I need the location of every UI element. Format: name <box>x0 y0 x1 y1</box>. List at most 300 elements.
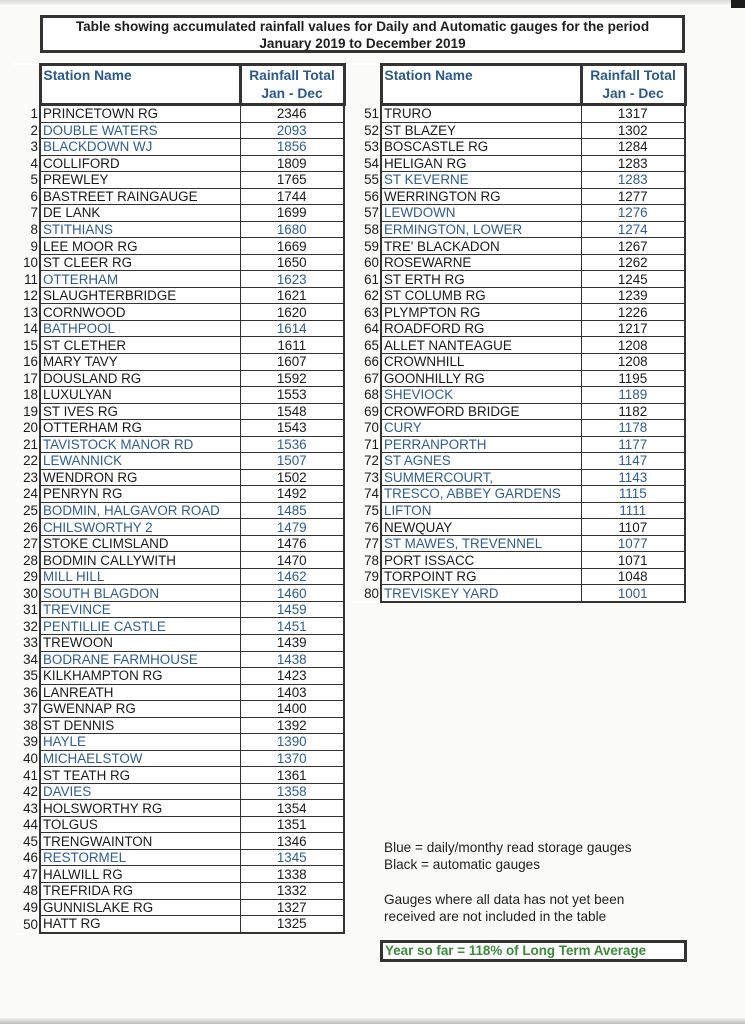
station-name: CURY <box>381 420 581 437</box>
station-name: HATT RG <box>40 916 240 933</box>
rainfall-total: 1856 <box>240 139 344 156</box>
station-name: ST IVES RG <box>40 403 240 420</box>
rank-number: 73 <box>353 469 381 486</box>
table-header-row <box>12 65 344 105</box>
rank-number: 68 <box>353 387 381 404</box>
rank-number: 61 <box>353 271 381 288</box>
rank-number: 80 <box>353 585 381 602</box>
rank-number: 76 <box>353 519 381 536</box>
rainfall-total: 1226 <box>581 304 685 321</box>
table-row <box>12 105 344 123</box>
table-row <box>353 105 685 123</box>
rainfall-total: 1345 <box>240 849 344 866</box>
rainfall-total: 1182 <box>581 403 685 420</box>
rank-number: 42 <box>12 783 40 800</box>
station-name: ROSEWARNE <box>381 254 581 271</box>
rank-number: 39 <box>12 734 40 751</box>
rainfall-total: 1392 <box>240 717 344 734</box>
station-name: TRURO <box>381 105 581 123</box>
rainfall-total: 1400 <box>240 701 344 718</box>
rank-number: 10 <box>12 254 40 271</box>
legend-black-line: Black = automatic gauges <box>384 857 541 872</box>
station-name: CROWNHILL <box>381 353 581 370</box>
scan-edge-top <box>0 0 745 5</box>
rank-number: 7 <box>12 205 40 222</box>
station-name: GWENNAP RG <box>40 701 240 718</box>
rainfall-total: 1460 <box>240 585 344 602</box>
table-row <box>353 139 685 156</box>
table-row <box>12 849 344 866</box>
table-row <box>353 320 685 337</box>
rainfall-total: 1208 <box>581 337 685 354</box>
rainfall-total: 1217 <box>581 320 685 337</box>
station-name: MILL HILL <box>40 568 240 585</box>
table-row <box>12 734 344 751</box>
rainfall-total: 1607 <box>240 353 344 370</box>
rank-number: 5 <box>12 172 40 189</box>
table-row <box>12 750 344 767</box>
station-name: BLACKDOWN WJ <box>40 139 240 156</box>
rainfall-total: 1669 <box>240 238 344 255</box>
table-row <box>353 519 685 536</box>
station-name: TAVISTOCK MANOR RD <box>40 436 240 453</box>
legend-blue-line: Blue = daily/monthy read storage gauges <box>384 840 632 855</box>
table-row <box>353 155 685 172</box>
station-name: SHEVIOCK <box>381 387 581 404</box>
station-name: COLLIFORD <box>40 155 240 172</box>
table-row <box>353 535 685 552</box>
station-name: ST TEATH RG <box>40 767 240 784</box>
rank-number: 37 <box>12 701 40 718</box>
rainfall-total: 1809 <box>240 155 344 172</box>
rainfall-total: 1115 <box>581 486 685 503</box>
table-row <box>12 221 344 238</box>
rainfall-total: 1492 <box>240 486 344 503</box>
rainfall-total: 1370 <box>240 750 344 767</box>
rank-number: 35 <box>12 668 40 685</box>
rainfall-total: 1543 <box>240 420 344 437</box>
table-row <box>353 287 685 304</box>
table-row <box>12 287 344 304</box>
rainfall-total: 1462 <box>240 568 344 585</box>
rank-number: 65 <box>353 337 381 354</box>
rank-number: 79 <box>353 568 381 585</box>
table-row <box>12 337 344 354</box>
table-row <box>12 205 344 222</box>
station-name: LANREATH <box>40 684 240 701</box>
rainfall-total: 1262 <box>581 254 685 271</box>
rainfall-total: 1621 <box>240 287 344 304</box>
rainfall-total: 1277 <box>581 188 685 205</box>
station-name: PENRYN RG <box>40 486 240 503</box>
table-row <box>12 601 344 618</box>
rainfall-total: 1274 <box>581 221 685 238</box>
table-row <box>353 436 685 453</box>
rank-number: 4 <box>12 155 40 172</box>
rainfall-total: 1332 <box>240 882 344 899</box>
table-row <box>12 353 344 370</box>
scan-corner-mark <box>731 0 745 8</box>
station-name: BODMIN CALLYWITH <box>40 552 240 569</box>
rank-number: 48 <box>12 882 40 899</box>
rainfall-total: 1077 <box>581 535 685 552</box>
table-row <box>12 618 344 635</box>
table-row <box>12 502 344 519</box>
table-row <box>12 519 344 536</box>
rank-number: 20 <box>12 420 40 437</box>
rank-number: 27 <box>12 535 40 552</box>
rainfall-total-header-line-1: Rainfall Total <box>590 68 676 83</box>
station-name: LEWANNICK <box>40 453 240 470</box>
station-name: ERMINGTON, LOWER <box>381 221 581 238</box>
exclusion-note <box>384 891 624 925</box>
station-name-header <box>381 65 581 105</box>
table-row <box>12 552 344 569</box>
table-row <box>12 304 344 321</box>
table-row <box>12 668 344 685</box>
rank-number: 40 <box>12 750 40 767</box>
rank-number: 33 <box>12 635 40 652</box>
rank-number: 15 <box>12 337 40 354</box>
rainfall-total: 1390 <box>240 734 344 751</box>
table-row <box>353 469 685 486</box>
station-name: ST KEVERNE <box>381 172 581 189</box>
rank-number: 9 <box>12 238 40 255</box>
station-name-header <box>40 65 240 105</box>
rank-number: 2 <box>12 122 40 139</box>
rank-number: 23 <box>12 469 40 486</box>
station-name: ST ERTH RG <box>381 271 581 288</box>
rank-header-spacer <box>353 65 381 105</box>
station-name: BASTREET RAINGAUGE <box>40 188 240 205</box>
rank-number: 77 <box>353 535 381 552</box>
table-row <box>353 254 685 271</box>
long-term-average-summary: Year so far = 118% of Long Term Average <box>380 940 687 962</box>
rank-number: 22 <box>12 453 40 470</box>
table-row <box>12 635 344 652</box>
table-row <box>353 221 685 238</box>
rainfall-total: 1354 <box>240 800 344 817</box>
rank-number: 50 <box>12 916 40 933</box>
rainfall-total: 1107 <box>581 519 685 536</box>
rank-number: 28 <box>12 552 40 569</box>
rainfall-total: 1189 <box>581 387 685 404</box>
table-row <box>12 816 344 833</box>
station-name: STOKE CLIMSLAND <box>40 535 240 552</box>
rank-number: 54 <box>353 155 381 172</box>
rank-number: 1 <box>12 105 40 123</box>
station-name: OTTERHAM RG <box>40 420 240 437</box>
table-row <box>12 585 344 602</box>
rank-number: 44 <box>12 816 40 833</box>
station-name: HAYLE <box>40 734 240 751</box>
station-name: DE LANK <box>40 205 240 222</box>
table-row <box>12 717 344 734</box>
rank-number: 34 <box>12 651 40 668</box>
rank-number: 58 <box>353 221 381 238</box>
rainfall-total: 1479 <box>240 519 344 536</box>
station-name: NEWQUAY <box>381 519 581 536</box>
table-row <box>12 701 344 718</box>
rank-number: 18 <box>12 387 40 404</box>
rank-number: 8 <box>12 221 40 238</box>
rank-number: 14 <box>12 320 40 337</box>
table-row <box>353 420 685 437</box>
rank-number: 36 <box>12 684 40 701</box>
rank-number: 56 <box>353 188 381 205</box>
table-row <box>12 800 344 817</box>
note-line-1: Gauges where all data has not yet been <box>384 892 625 907</box>
rainfall-total: 1325 <box>240 916 344 933</box>
rank-number: 11 <box>12 271 40 288</box>
rainfall-total: 1459 <box>240 601 344 618</box>
rainfall-total-header <box>240 65 344 105</box>
station-name: RESTORMEL <box>40 849 240 866</box>
rainfall-total: 1680 <box>240 221 344 238</box>
rank-number: 43 <box>12 800 40 817</box>
rainfall-total: 1267 <box>581 238 685 255</box>
rank-number: 31 <box>12 601 40 618</box>
rainfall-table-left <box>12 63 346 934</box>
rainfall-total-header <box>581 65 685 105</box>
table-row <box>353 568 685 585</box>
rank-number: 63 <box>353 304 381 321</box>
station-name: ST CLETHER <box>40 337 240 354</box>
scan-edge-bottom <box>0 1018 745 1024</box>
rainfall-total: 1423 <box>240 668 344 685</box>
station-name: CORNWOOD <box>40 304 240 321</box>
rank-number: 26 <box>12 519 40 536</box>
rainfall-total: 1502 <box>240 469 344 486</box>
rank-number: 41 <box>12 767 40 784</box>
rainfall-total-header-line-2: Jan - Dec <box>261 86 323 101</box>
station-name: ROADFORD RG <box>381 320 581 337</box>
rainfall-total: 1485 <box>240 502 344 519</box>
table-row <box>353 271 685 288</box>
rank-number: 30 <box>12 585 40 602</box>
station-name: PREWLEY <box>40 172 240 189</box>
note-line-2: received are not included in the table <box>384 909 607 924</box>
rank-number: 12 <box>12 287 40 304</box>
table-row <box>353 370 685 387</box>
station-name: MICHAELSTOW <box>40 750 240 767</box>
table-row <box>353 337 685 354</box>
station-name: TRE' BLACKADON <box>381 238 581 255</box>
table-row <box>353 304 685 321</box>
rainfall-total: 1001 <box>581 585 685 602</box>
table-row <box>353 205 685 222</box>
station-name: PERRANPORTH <box>381 436 581 453</box>
table-row <box>12 238 344 255</box>
table-row <box>12 899 344 916</box>
rank-number: 46 <box>12 849 40 866</box>
rank-number: 74 <box>353 486 381 503</box>
station-name: BOSCASTLE RG <box>381 139 581 156</box>
rainfall-total: 1195 <box>581 370 685 387</box>
rank-number: 16 <box>12 353 40 370</box>
station-name: WERRINGTON RG <box>381 188 581 205</box>
rainfall-total: 1438 <box>240 651 344 668</box>
rank-number: 6 <box>12 188 40 205</box>
table-row <box>12 684 344 701</box>
rank-header-spacer <box>12 65 40 105</box>
rainfall-total: 1470 <box>240 552 344 569</box>
rainfall-total: 1351 <box>240 816 344 833</box>
table-row <box>353 188 685 205</box>
table-row <box>12 254 344 271</box>
rainfall-total: 1403 <box>240 684 344 701</box>
table-row <box>353 552 685 569</box>
station-name: ST AGNES <box>381 453 581 470</box>
rank-number: 78 <box>353 552 381 569</box>
rainfall-total: 1439 <box>240 635 344 652</box>
table-row <box>12 436 344 453</box>
station-name: CROWFORD BRIDGE <box>381 403 581 420</box>
rank-number: 24 <box>12 486 40 503</box>
rainfall-total: 1548 <box>240 403 344 420</box>
station-name: HALWILL RG <box>40 866 240 883</box>
station-name: OTTERHAM <box>40 271 240 288</box>
rainfall-total-header-line-2: Jan - Dec <box>602 86 664 101</box>
rank-number: 52 <box>353 122 381 139</box>
station-name: SUMMERCOURT, <box>381 469 581 486</box>
table-row <box>353 387 685 404</box>
table-row <box>12 568 344 585</box>
station-name: TREWOON <box>40 635 240 652</box>
table-row <box>12 535 344 552</box>
station-name: LEE MOOR RG <box>40 238 240 255</box>
station-name: PRINCETOWN RG <box>40 105 240 123</box>
rank-number: 25 <box>12 502 40 519</box>
table-row <box>353 172 685 189</box>
station-name: TOLGUS <box>40 816 240 833</box>
rank-number: 45 <box>12 833 40 850</box>
station-name: ST BLAZEY <box>381 122 581 139</box>
table-row <box>12 188 344 205</box>
rank-number: 32 <box>12 618 40 635</box>
table-row <box>12 453 344 470</box>
table-row <box>353 585 685 602</box>
station-name: LUXULYAN <box>40 387 240 404</box>
rank-number: 47 <box>12 866 40 883</box>
rainfall-total: 1302 <box>581 122 685 139</box>
rainfall-total: 1614 <box>240 320 344 337</box>
rank-number: 53 <box>353 139 381 156</box>
rainfall-total: 1361 <box>240 767 344 784</box>
station-name-header-label: Station Name <box>43 68 132 83</box>
table-row <box>12 866 344 883</box>
rainfall-total: 1623 <box>240 271 344 288</box>
station-name: TORPOINT RG <box>381 568 581 585</box>
table-row <box>353 403 685 420</box>
station-name: PORT ISSACC <box>381 552 581 569</box>
table-row <box>12 882 344 899</box>
rainfall-total: 1765 <box>240 172 344 189</box>
rainfall-total: 1476 <box>240 535 344 552</box>
table-row <box>12 155 344 172</box>
rank-number: 19 <box>12 403 40 420</box>
table-header-row <box>353 65 685 105</box>
rainfall-total: 1283 <box>581 155 685 172</box>
rainfall-total: 1338 <box>240 866 344 883</box>
rainfall-total: 1071 <box>581 552 685 569</box>
rank-number: 59 <box>353 238 381 255</box>
station-name: LEWDOWN <box>381 205 581 222</box>
station-name: PLYMPTON RG <box>381 304 581 321</box>
rainfall-total: 1451 <box>240 618 344 635</box>
table-row <box>12 833 344 850</box>
rainfall-total: 1276 <box>581 205 685 222</box>
table-row <box>12 403 344 420</box>
table-row <box>353 353 685 370</box>
station-name: BODMIN, HALGAVOR ROAD <box>40 502 240 519</box>
table-row <box>12 320 344 337</box>
rank-number: 38 <box>12 717 40 734</box>
table-body-right <box>353 105 685 602</box>
station-name: SLAUGHTERBRIDGE <box>40 287 240 304</box>
station-name: TRENGWAINTON <box>40 833 240 850</box>
table-row <box>353 486 685 503</box>
station-name: TRESCO, ABBEY GARDENS <box>381 486 581 503</box>
station-name: HELIGAN RG <box>381 155 581 172</box>
table-row <box>12 916 344 933</box>
table-body-left <box>12 105 344 933</box>
table-row <box>12 387 344 404</box>
station-name: GUNNISLAKE RG <box>40 899 240 916</box>
station-name: LIFTON <box>381 502 581 519</box>
rank-number: 71 <box>353 436 381 453</box>
table-row <box>12 271 344 288</box>
station-name: ST CLEER RG <box>40 254 240 271</box>
table-row <box>12 172 344 189</box>
rank-number: 3 <box>12 139 40 156</box>
color-legend <box>384 839 632 873</box>
rank-number: 69 <box>353 403 381 420</box>
rank-number: 13 <box>12 304 40 321</box>
rank-number: 17 <box>12 370 40 387</box>
station-name: DAVIES <box>40 783 240 800</box>
station-name: KILKHAMPTON RG <box>40 668 240 685</box>
rank-number: 60 <box>353 254 381 271</box>
rainfall-total: 1177 <box>581 436 685 453</box>
table-row <box>12 469 344 486</box>
rainfall-total: 2346 <box>240 105 344 123</box>
station-name: TREVISKEY YARD <box>381 585 581 602</box>
station-name: ST COLUMB RG <box>381 287 581 304</box>
rank-number: 75 <box>353 502 381 519</box>
rank-number: 64 <box>353 320 381 337</box>
rainfall-total: 1507 <box>240 453 344 470</box>
station-name: PENTILLIE CASTLE <box>40 618 240 635</box>
rainfall-total: 1147 <box>581 453 685 470</box>
rainfall-total: 2093 <box>240 122 344 139</box>
rank-number: 49 <box>12 899 40 916</box>
station-name: ST MAWES, TREVENNEL <box>381 535 581 552</box>
station-name: TREFRIDA RG <box>40 882 240 899</box>
station-name: MARY TAVY <box>40 353 240 370</box>
table-row <box>12 486 344 503</box>
station-name: SOUTH BLAGDON <box>40 585 240 602</box>
table-row <box>12 767 344 784</box>
station-name: HOLSWORTHY RG <box>40 800 240 817</box>
table-row <box>12 651 344 668</box>
rainfall-total: 1346 <box>240 833 344 850</box>
station-name: DOUSLAND RG <box>40 370 240 387</box>
rank-number: 66 <box>353 353 381 370</box>
rainfall-total: 1245 <box>581 271 685 288</box>
rainfall-total: 1239 <box>581 287 685 304</box>
table-row <box>12 122 344 139</box>
